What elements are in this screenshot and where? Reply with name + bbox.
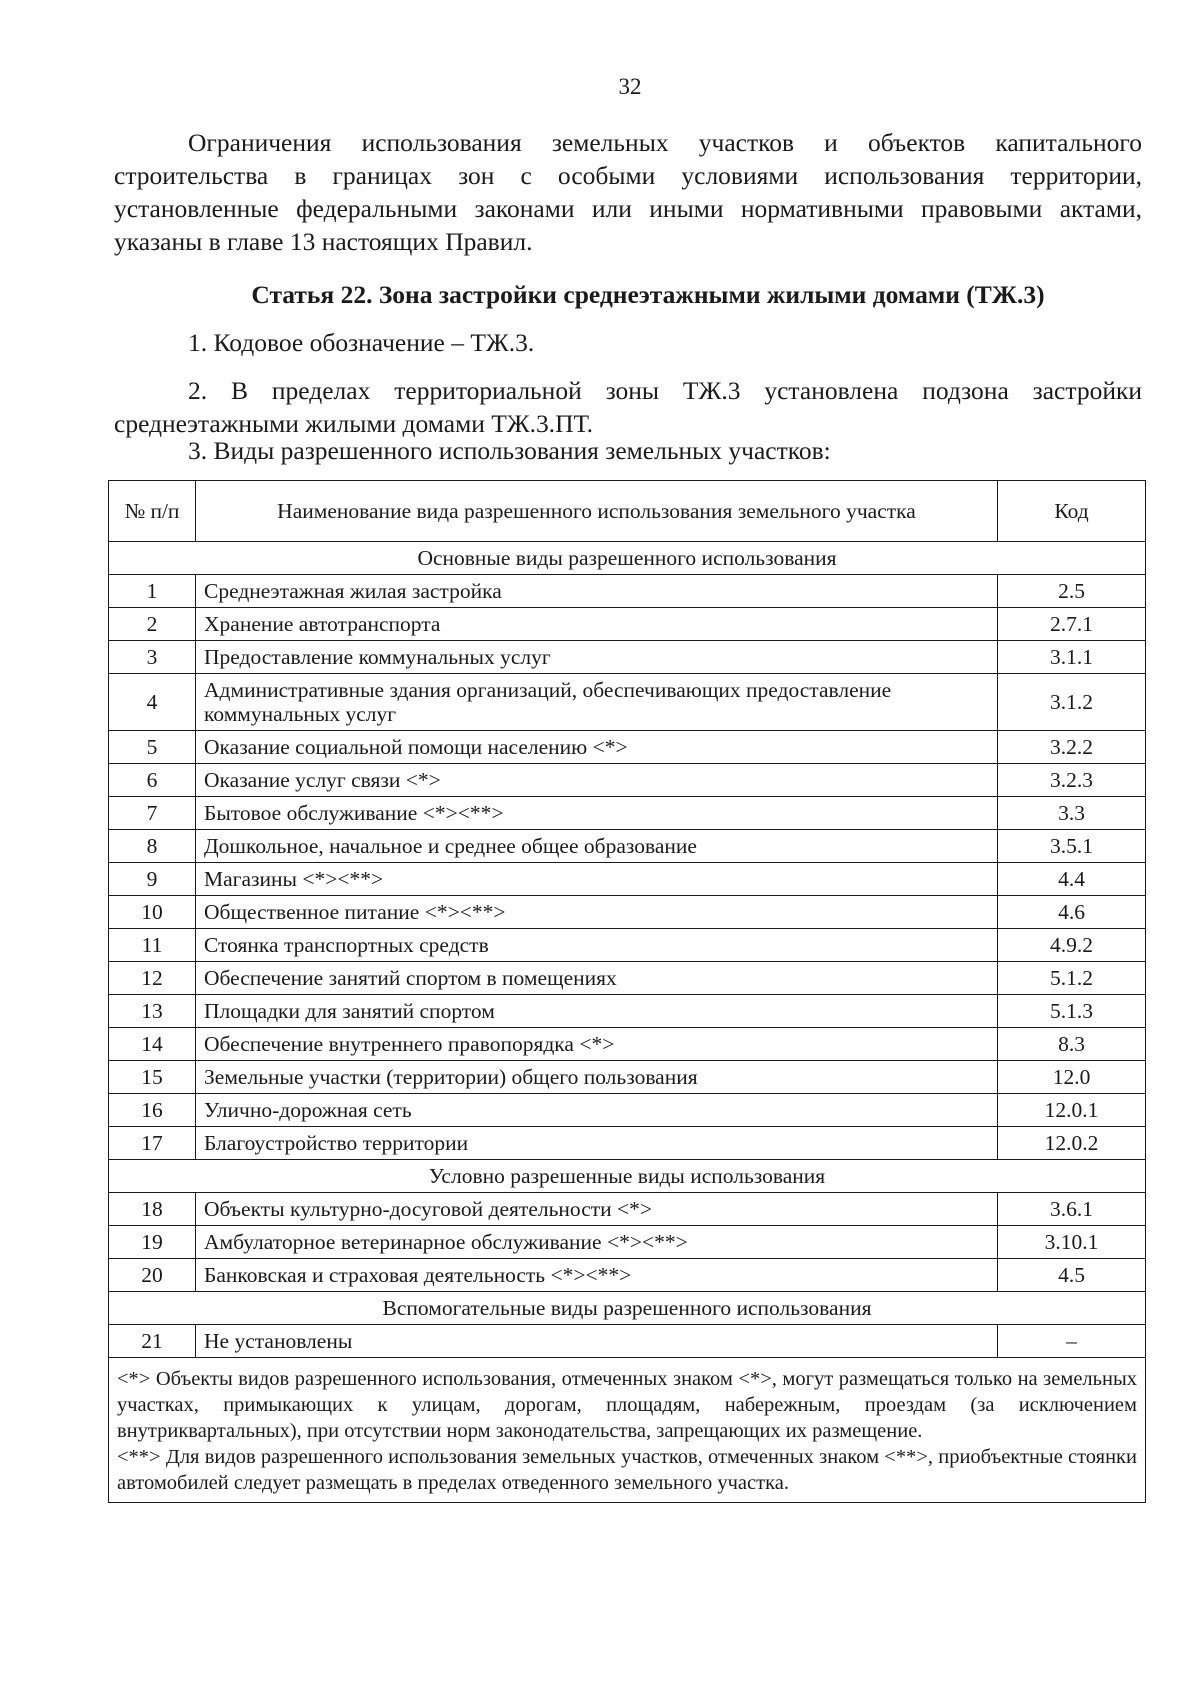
row-number: 18 [109,1193,196,1226]
table-row [109,1094,1146,1127]
row-number: 3 [109,641,196,674]
land-use-table [108,480,1146,1503]
row-code: 12.0.1 [998,1094,1146,1127]
section-title: Вспомогательные виды разрешенного использования [109,1292,1146,1325]
row-code: 2.5 [998,575,1146,608]
section-title: Условно разрешенные виды использования [109,1160,1146,1193]
row-number: 8 [109,830,196,863]
table-row [109,731,1146,764]
row-name: Амбулаторное ветеринарное обслуживание <*><**> [196,1226,998,1259]
row-number: 21 [109,1325,196,1358]
row-code: 2.7.1 [998,608,1146,641]
table-row [109,929,1146,962]
footnote: <*> Объекты видов разрешенного использования, отмеченных знаком <*>, могут размещаться только на земельных участках, примыкающих к улицам, дорогам, площадям, набережным, проездам (за исключением внутриквартальных), при отсутствии норм законодательства, запрещающих их размещение. [117,1368,1137,1442]
row-code: 4.4 [998,863,1146,896]
table-row [109,608,1146,641]
row-code: 3.1.1 [998,641,1146,674]
section-row [109,542,1146,575]
row-name: Дошкольное, начальное и среднее общее образование [196,830,998,863]
row-code: 12.0.2 [998,1127,1146,1160]
table-row [109,797,1146,830]
row-name: Оказание услуг связи <*> [196,764,998,797]
row-name: Стоянка транспортных средств [196,929,998,962]
row-number: 5 [109,731,196,764]
row-code: 3.6.1 [998,1193,1146,1226]
table-row [109,575,1146,608]
list-item-1 [114,326,1142,359]
row-number: 1 [109,575,196,608]
row-name: Банковская и страховая деятельность <*><**> [196,1259,998,1292]
row-number: 14 [109,1028,196,1061]
row-name: Не установлены [196,1325,998,1358]
row-number: 7 [109,797,196,830]
row-number: 9 [109,863,196,896]
row-number: 2 [109,608,196,641]
row-number: 4 [109,674,196,731]
footnote: <**> Для видов разрешенного использования земельных участков, отмеченных знаком <**>, приобъектные стоянки автомобилей следует размещать в пределах отведенного земельного участка. [117,1446,1137,1494]
section-row [109,1160,1146,1193]
row-code: 3.10.1 [998,1226,1146,1259]
row-code: 4.6 [998,896,1146,929]
row-name: Оказание социальной помощи населению <*> [196,731,998,764]
row-name: Среднеэтажная жилая застройка [196,575,998,608]
row-code: 3.2.3 [998,764,1146,797]
row-code: 5.1.2 [998,962,1146,995]
row-name: Хранение автотранспорта [196,608,998,641]
section-row [109,1292,1146,1325]
table-row [109,1061,1146,1094]
table-row [109,1259,1146,1292]
table-row [109,830,1146,863]
row-name: Предоставление коммунальных услуг [196,641,998,674]
row-number: 15 [109,1061,196,1094]
table-row [109,1325,1146,1358]
row-number: 12 [109,962,196,995]
list-item-2 [114,374,1142,440]
table-row [109,1226,1146,1259]
row-code: 8.3 [998,1028,1146,1061]
table-row [109,1193,1146,1226]
row-code: 3.2.2 [998,731,1146,764]
table-row [109,641,1146,674]
row-name: Бытовое обслуживание <*><**> [196,797,998,830]
row-name: Площадки для занятий спортом [196,995,998,1028]
row-name: Благоустройство территории [196,1127,998,1160]
article-heading: Статья 22. Зона застройки среднеэтажными жилыми домами (ТЖ.3) [251,280,1045,309]
list-item-3 [114,434,1142,467]
row-name: Административные здания организаций, обеспечивающих предоставление коммунальных услуг [196,674,998,731]
row-code: 3.5.1 [998,830,1146,863]
section-title: Основные виды разрешенного использования [109,542,1146,575]
row-code: 3.3 [998,797,1146,830]
intro-paragraph [114,126,1142,258]
table-row [109,1028,1146,1061]
row-number: 13 [109,995,196,1028]
list-item-3-text: 3. Виды разрешенного использования земельных участков: [188,436,831,465]
row-name: Объекты культурно-досуговой деятельности <*> [196,1193,998,1226]
page-number: 32 [618,74,642,99]
row-code: – [998,1325,1146,1358]
table-header-row [109,481,1146,542]
list-item-2-text: 2. В пределах территориальной зоны ТЖ.3 установлена подзона застройки среднеэтажными жилыми домами ТЖ.3.ПТ. [114,376,1142,438]
row-number: 19 [109,1226,196,1259]
row-number: 16 [109,1094,196,1127]
row-code: 4.5 [998,1259,1146,1292]
row-name: Общественное питание <*><**> [196,896,998,929]
table-row [109,1127,1146,1160]
row-code: 4.9.2 [998,929,1146,962]
row-name: Обеспечение внутреннего правопорядка <*> [196,1028,998,1061]
row-name: Обеспечение занятий спортом в помещениях [196,962,998,995]
row-code: 3.1.2 [998,674,1146,731]
row-number: 11 [109,929,196,962]
row-name: Земельные участки (территории) общего пользования [196,1061,998,1094]
row-number: 10 [109,896,196,929]
footnotes-cell [109,1358,1146,1503]
header-code: Код [998,481,1146,542]
row-number: 6 [109,764,196,797]
row-code: 5.1.3 [998,995,1146,1028]
header-number: № п/п [109,481,196,542]
table-row [109,674,1146,731]
list-item-1-text: 1. Кодовое обозначение – ТЖ.3. [188,328,535,357]
row-number: 20 [109,1259,196,1292]
row-code: 12.0 [998,1061,1146,1094]
row-number: 17 [109,1127,196,1160]
table-row [109,863,1146,896]
table-row [109,962,1146,995]
row-name: Магазины <*><**> [196,863,998,896]
header-name: Наименование вида разрешенного использования земельного участка [196,481,998,542]
table-row [109,896,1146,929]
table-row [109,995,1146,1028]
row-name: Улично-дорожная сеть [196,1094,998,1127]
intro-text: Ограничения использования земельных участков и объектов капитального строительства в границах зон с особыми условиями использования территории, установленные федеральными законами или иными нормативными правовыми актами, указаны в главе 13 настоящих Правил. [114,128,1142,256]
footnotes-row [109,1358,1146,1503]
table-row [109,764,1146,797]
